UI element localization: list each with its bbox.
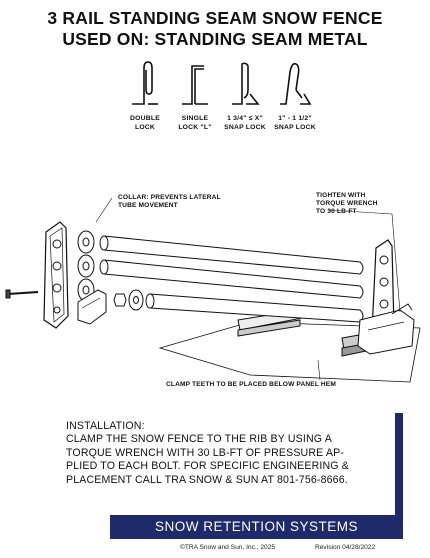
profile-single-lock <box>170 60 220 132</box>
revision-text: Revision 04/28/2022 <box>315 544 376 551</box>
copyright-text: ©TRA Snow and Sun, Inc., 2025 <box>180 544 276 551</box>
profile-label: DOUBLE LOCK <box>130 115 160 131</box>
snow-retention-banner: SNOW RETENTION SYSTEMS <box>110 515 403 539</box>
snap-lock-small-profile-icon <box>278 60 312 108</box>
installation-body: CLAMP THE SNOW FENCE TO THE RIB BY USING A TORQUE WRENCH WITH 30 LB-FT OF PRESSURE AP-PLIED TO EACH BOLT. FOR SPECIFIC ENGINEERING & PLACEMENT CALL TRA SNOW & SUN AT 801-756-8666. <box>66 433 349 486</box>
profile-label: 1" - 1 1/2" SNAP LOCK <box>274 115 316 131</box>
accent-bar <box>395 413 403 524</box>
profile-label: SINGLE LOCK "L" <box>178 115 212 131</box>
installation-heading: INSTALLATION: <box>66 420 145 432</box>
snap-lock-large-profile-icon <box>230 60 260 108</box>
collar-callout: COLLAR: PREVENTS LATERAL TUBE MOVEMENT <box>118 194 221 209</box>
page-title <box>0 8 430 50</box>
installation-instructions <box>66 420 366 487</box>
torque-callout: TIGHTEN WITH TORQUE WRENCH TO 30 LB-FT <box>316 192 378 215</box>
double-lock-profile-icon <box>130 60 160 108</box>
seam-profiles <box>118 60 318 160</box>
profile-label: 1 3/4" ≤ X" SNAP LOCK <box>224 115 266 131</box>
profile-snap-lock-large <box>220 60 270 132</box>
profile-double-lock <box>120 60 170 132</box>
title-line-2: USED ON: STANDING SEAM METAL <box>62 29 368 49</box>
title-line-1: 3 RAIL STANDING SEAM SNOW FENCE <box>47 8 383 28</box>
assembly-diagram <box>0 170 430 410</box>
profile-snap-lock-small <box>270 60 320 132</box>
single-lock-profile-icon <box>180 60 210 108</box>
clamp-teeth-callout: CLAMP TEETH TO BE PLACED BELOW PANEL HEM <box>166 381 336 388</box>
